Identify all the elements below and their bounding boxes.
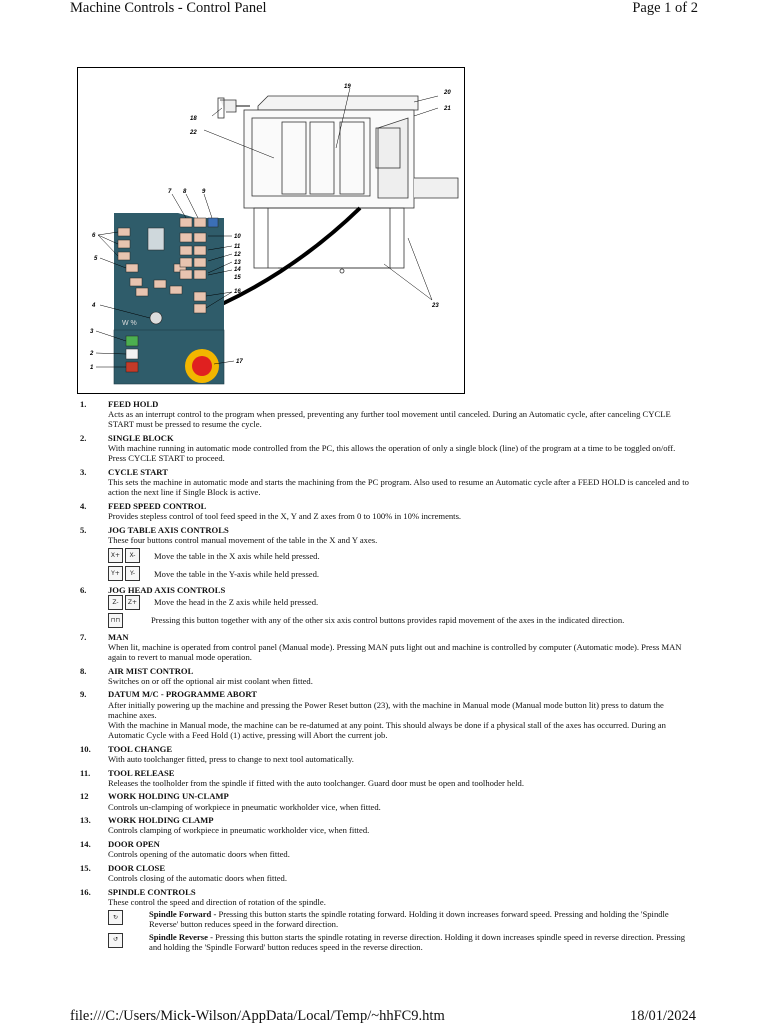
item-description: Acts as an interrupt control to the program when pressed, preventing any further tool movement until canceled. During an Automatic cycle, after canceling CYCLE START must be pressed to resume the cycle. bbox=[108, 409, 671, 430]
feed-dial-label: W % bbox=[122, 320, 137, 327]
item-title: FEED SPEED CONTROL bbox=[108, 501, 207, 512]
item-number: 4. bbox=[80, 501, 87, 512]
item-title: SINGLE BLOCK bbox=[108, 433, 174, 444]
callout-18: 18 bbox=[190, 116, 197, 122]
item-title: AIR MIST CONTROL bbox=[108, 665, 194, 676]
machine-drawing bbox=[218, 96, 458, 273]
item-description: Controls un-clamping of workpiece in pneumatic workholder vice, when fitted. bbox=[108, 801, 381, 812]
list-item bbox=[80, 399, 692, 429]
sub-description: Move the head in the Z axis while held pressed. bbox=[154, 597, 319, 608]
list-item bbox=[80, 525, 692, 581]
jog-y-minus-icon: Y- bbox=[125, 566, 140, 581]
item-number: 13. bbox=[80, 815, 91, 826]
callout-9: 9 bbox=[202, 189, 206, 195]
item-title: DOOR CLOSE bbox=[108, 863, 166, 874]
callout-2: 2 bbox=[90, 351, 94, 357]
sub-description: Move the table in the Y-axis while held pressed. bbox=[154, 568, 320, 579]
callout-3: 3 bbox=[90, 329, 94, 335]
callout-12: 12 bbox=[234, 252, 241, 258]
item-description: These four buttons control manual movement of the table in the X and Y axes. bbox=[108, 535, 378, 546]
jog-x-plus-icon: X+ bbox=[108, 548, 123, 563]
item-title: DATUM M/C - PROGRAMME ABORT bbox=[108, 689, 257, 700]
list-item bbox=[80, 887, 692, 952]
item-number: 8. bbox=[80, 665, 87, 676]
callout-17: 17 bbox=[236, 359, 243, 365]
spindle-reverse-icon: ↺ bbox=[108, 933, 123, 948]
item-description: This sets the machine in automatic mode and starts the machining from the PC program. Also used to resume an Automatic cycle after a FEED HOLD is canceled and to action the next line if Single Block is active. bbox=[108, 477, 689, 498]
list-item bbox=[80, 501, 692, 521]
spindle-forward-text: Pressing this button starts the spindle rotating forward. Holding it down increases forward speed. Pressing and holding the 'Spindle Reverse' button reduces speed in the forward direction. bbox=[149, 909, 669, 930]
list-item bbox=[80, 585, 692, 628]
list-item bbox=[80, 467, 692, 497]
file-path: file:///C:/Users/Mick-Wilson/AppData/Local/Temp/~hhFC9.htm bbox=[70, 1008, 445, 1024]
list-item bbox=[80, 815, 692, 835]
item-title: JOG HEAD AXIS CONTROLS bbox=[108, 584, 226, 595]
item-description: Controls closing of the automatic doors when fitted. bbox=[108, 873, 288, 884]
list-item bbox=[80, 791, 692, 811]
callout-15: 15 bbox=[234, 275, 241, 281]
list-item bbox=[80, 666, 692, 686]
item-description: Provides stepless control of tool feed speed in the X, Y and Z axes from 0 to 100% in 10% increments. bbox=[108, 511, 462, 522]
callout-1: 1 bbox=[90, 365, 94, 371]
jog-y-plus-icon: Y+ bbox=[108, 566, 123, 581]
item-description: With auto toolchanger fitted, press to change to next tool automatically. bbox=[108, 753, 354, 764]
list-item bbox=[80, 744, 692, 764]
callout-22: 22 bbox=[190, 130, 197, 136]
rapid-traverse-icon: ⊓⊓ bbox=[108, 613, 123, 628]
item-number: 10. bbox=[80, 743, 91, 754]
control-panel-figure bbox=[77, 67, 465, 394]
print-date: 18/01/2024 bbox=[629, 1008, 696, 1024]
jog-z-plus-icon: Z+ bbox=[125, 595, 140, 610]
spindle-forward-label: Spindle Forward - bbox=[149, 909, 217, 920]
item-description: With machine running in automatic mode controlled from the PC, this allows the operation of only a single block (line) of the program at a time to be toggled on/off. Press CYCLE START to proceed. bbox=[108, 443, 676, 464]
item-number: 6. bbox=[80, 584, 87, 595]
item-title: DOOR OPEN bbox=[108, 839, 160, 850]
item-number: 16. bbox=[80, 886, 91, 897]
list-item bbox=[80, 839, 692, 859]
item-description: Controls clamping of workpiece in pneumatic workholder vice, when fitted. bbox=[108, 825, 370, 836]
callout-14: 14 bbox=[234, 267, 241, 273]
spindle-forward-icon: ↻ bbox=[108, 910, 123, 925]
item-number: 12 bbox=[80, 791, 89, 802]
item-title: WORK HOLDING UN-CLAMP bbox=[108, 791, 229, 802]
callout-10: 10 bbox=[234, 234, 241, 240]
jog-x-minus-icon: X- bbox=[125, 548, 140, 563]
item-title: CYCLE START bbox=[108, 467, 168, 478]
item-number: 15. bbox=[80, 863, 91, 874]
spindle-reverse-text: Pressing this button starts the spindle rotating in reverse direction. Holding it down increases spindle speed in reverse direction. Pressing and holding the 'Spindle Forward' button reduces speed in the reverse direction. bbox=[149, 931, 686, 952]
item-title: TOOL RELEASE bbox=[108, 767, 175, 778]
page-footer bbox=[70, 1008, 696, 1025]
item-description: Controls opening of the automatic doors when fitted. bbox=[108, 849, 290, 860]
callout-7: 7 bbox=[168, 189, 172, 195]
item-title: SPINDLE CONTROLS bbox=[108, 886, 196, 897]
item-title: WORK HOLDING CLAMP bbox=[108, 815, 214, 826]
item-number: 1. bbox=[80, 399, 87, 409]
item-description-continued: With the machine in Manual mode, the machine can be re-datumed at any point. This should always be done if a physical stall of the axes has occurred. During an Automatic Cycle with a Feed Hold (1) active, pressing will Abort the current job. bbox=[108, 719, 666, 740]
callout-8: 8 bbox=[183, 189, 187, 195]
item-number: 11. bbox=[80, 767, 91, 778]
list-item bbox=[80, 433, 692, 463]
page-header bbox=[70, 0, 698, 20]
item-title: TOOL CHANGE bbox=[108, 743, 173, 754]
sub-description: Pressing this button together with any of the other six axis control buttons provides rapid movement of the axes in the indicated direction. bbox=[151, 615, 625, 626]
callout-19: 19 bbox=[344, 84, 351, 90]
list-item bbox=[80, 632, 692, 662]
item-title: MAN bbox=[108, 631, 129, 642]
item-number: 7. bbox=[80, 631, 87, 642]
item-number: 3. bbox=[80, 467, 87, 478]
item-description: These control the speed and direction of rotation of the spindle. bbox=[108, 897, 326, 908]
callout-4: 4 bbox=[92, 303, 96, 309]
list-item bbox=[80, 689, 692, 740]
list-item bbox=[80, 863, 692, 883]
callout-6: 6 bbox=[92, 233, 96, 239]
item-description: Releases the toolholder from the spindle if fitted with the auto toolchanger. Guard door must be open and toolhoder held. bbox=[108, 777, 524, 788]
item-number: 5. bbox=[80, 524, 87, 535]
item-description: Switches on or off the optional air mist coolant when fitted. bbox=[108, 675, 313, 686]
callout-20: 20 bbox=[444, 90, 451, 96]
item-title: FEED HOLD bbox=[108, 399, 159, 409]
item-number: 9. bbox=[80, 689, 87, 700]
callout-21: 21 bbox=[444, 106, 451, 112]
callout-5: 5 bbox=[94, 256, 98, 262]
document-title: Machine Controls - Control Panel bbox=[70, 0, 267, 16]
callout-16: 16 bbox=[234, 289, 241, 295]
sub-description: Move the table in the X axis while held pressed. bbox=[154, 550, 320, 561]
jog-z-minus-icon: Z- bbox=[108, 595, 123, 610]
callout-11: 11 bbox=[234, 244, 241, 250]
callout-23: 23 bbox=[432, 303, 439, 309]
item-description: After initially powering up the machine and pressing the Power Reset button (23), with the machine in Manual mode (Manual mode button lit) press to datum the machine axes. bbox=[108, 699, 664, 720]
item-title: JOG TABLE AXIS CONTROLS bbox=[108, 524, 229, 535]
item-description: When lit, machine is operated from control panel (Manual mode). Pressing MAN puts light out and machine is controlled by computer (Automatic mode). Press MAN again to revert to manual mode operation. bbox=[108, 641, 682, 662]
item-number: 2. bbox=[80, 433, 87, 444]
spindle-reverse-label: Spindle Reverse - bbox=[149, 931, 213, 942]
list-item bbox=[80, 768, 692, 788]
controls-list bbox=[80, 399, 692, 955]
item-number: 14. bbox=[80, 839, 91, 850]
page-number: Page 1 of 2 bbox=[632, 0, 698, 16]
callout-13: 13 bbox=[234, 260, 241, 266]
